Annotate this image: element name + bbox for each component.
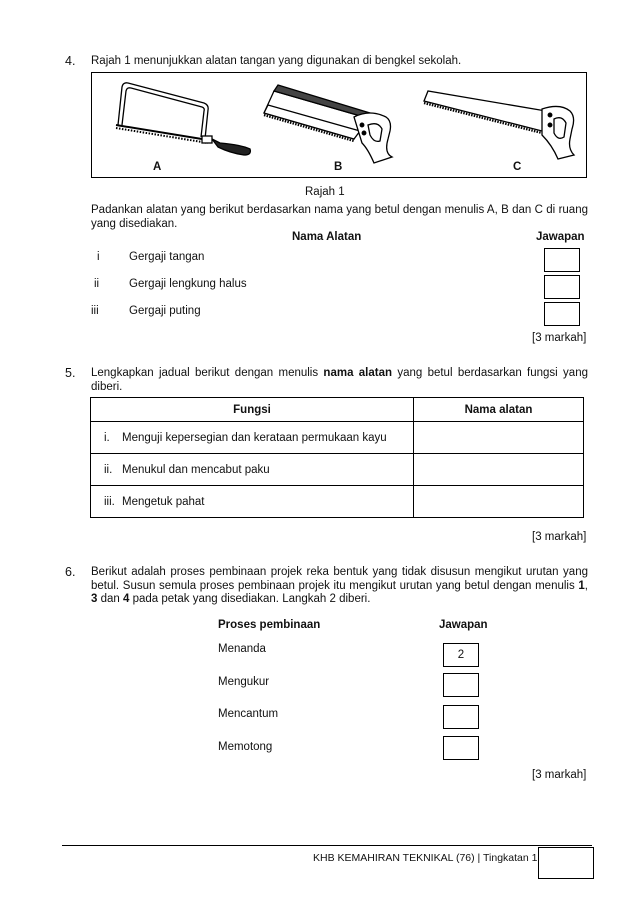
q4-number: 4. xyxy=(65,54,76,68)
table-row xyxy=(91,454,584,486)
q5-text-part: Lengkapkan jadual berikut dengan menulis xyxy=(91,367,324,379)
q6-num-4: 4 xyxy=(122,593,130,605)
q6-text-part: pada petak yang disediakan. Langkah 2 diberi. xyxy=(129,593,371,605)
footer-page-box xyxy=(538,847,594,879)
q4-item-label: Gergaji tangan xyxy=(129,251,205,263)
table-row xyxy=(91,422,584,454)
q5-question-text xyxy=(91,367,588,394)
q6-step-label: Memotong xyxy=(218,741,273,753)
hacksaw-image xyxy=(116,83,250,155)
q6-text-sep: dan xyxy=(97,593,123,605)
q5-text-part: yang betul berdasarkan fungsi yang diberi. xyxy=(91,367,588,393)
tenon-saw-image xyxy=(264,85,392,163)
q6-col-jawapan: Jawapan xyxy=(439,619,488,631)
q5-row-num: ii. xyxy=(104,463,113,476)
q4-marks: [3 markah] xyxy=(532,332,587,344)
q4-answer-box-2[interactable] xyxy=(544,275,580,299)
q5-fungsi-cell xyxy=(91,454,414,486)
q4-col-jawapan: Jawapan xyxy=(536,231,585,243)
q4-item-num: i xyxy=(97,251,100,263)
q6-num-3: 3 xyxy=(91,593,98,605)
figure-label-b: B xyxy=(334,161,343,173)
q6-marks: [3 markah] xyxy=(532,769,587,781)
q6-question-text xyxy=(91,566,588,607)
q5-row-text: Menguji kepersegian dan kerataan permukaan kayu xyxy=(122,431,387,444)
q5-col-fungsi: Fungsi xyxy=(91,398,414,422)
footer-divider xyxy=(62,845,592,846)
figure-caption: Rajah 1 xyxy=(305,186,345,198)
table-row xyxy=(91,486,584,518)
q5-marks: [3 markah] xyxy=(532,531,587,543)
q4-answer-box-3[interactable] xyxy=(544,302,580,326)
q6-col-proses: Proses pembinaan xyxy=(218,619,321,631)
figure-rajah-1 xyxy=(91,72,587,178)
q6-step-label: Menanda xyxy=(218,643,266,655)
q5-col-nama-alatan: Nama alatan xyxy=(414,398,584,422)
q5-fungsi-cell xyxy=(91,422,414,454)
q5-answer-cell-3[interactable] xyxy=(414,486,584,518)
q6-num-1: 1 xyxy=(578,579,585,592)
q4-item-num: ii xyxy=(94,278,100,290)
hand-saw-image xyxy=(424,91,574,159)
q5-number: 5. xyxy=(65,366,76,380)
q5-fungsi-cell xyxy=(91,486,414,518)
q4-item-label: Gergaji puting xyxy=(129,305,201,317)
q5-answer-cell-2[interactable] xyxy=(414,454,584,486)
q4-instruction: Padankan alatan yang berikut berdasarkan nama yang betul dengan menulis A, B dan C di ruang yang disediakan. xyxy=(91,204,588,230)
footer-text: KHB KEMAHIRAN TEKNIKAL (76) | Tingkatan 1 xyxy=(313,852,538,864)
q6-answer-box-2[interactable] xyxy=(443,673,479,697)
q5-table xyxy=(90,397,584,518)
q5-row-text: Mengetuk pahat xyxy=(122,495,205,508)
q6-step-label: Mengukur xyxy=(218,676,270,688)
q4-question-text: Rajah 1 menunjukkan alatan tangan yang digunakan di bengkel sekolah. xyxy=(91,55,462,67)
figure-label-a: A xyxy=(153,161,162,173)
q6-step-label: Mencantum xyxy=(218,708,279,720)
q5-row-num: i. xyxy=(104,431,110,444)
q6-text-sep: , xyxy=(584,579,588,592)
q6-number: 6. xyxy=(65,565,76,579)
q4-col-nama-alatan: Nama Alatan xyxy=(292,231,362,243)
q5-row-text: Menukul dan mencabut paku xyxy=(122,463,270,476)
q4-item-label: Gergaji lengkung halus xyxy=(129,278,247,290)
q6-text-part: Berikut adalah proses pembinaan projek reka bentuk yang tidak disusun mengikut urutan yang betul. Susun semula proses pembinaan projek itu mengikut urutan yang betul dengan menulis xyxy=(91,566,588,592)
figure-label-c: C xyxy=(513,161,522,173)
q5-text-bold: nama alatan xyxy=(323,367,393,379)
q6-answer-box-3[interactable] xyxy=(443,705,479,729)
q4-item-num: iii xyxy=(91,305,99,317)
q5-answer-cell-1[interactable] xyxy=(414,422,584,454)
q6-answer-box-1[interactable]: 2 xyxy=(443,643,479,667)
q5-row-num: iii. xyxy=(104,495,115,508)
q4-answer-box-1[interactable] xyxy=(544,248,580,272)
q6-answer-box-4[interactable] xyxy=(443,736,479,760)
